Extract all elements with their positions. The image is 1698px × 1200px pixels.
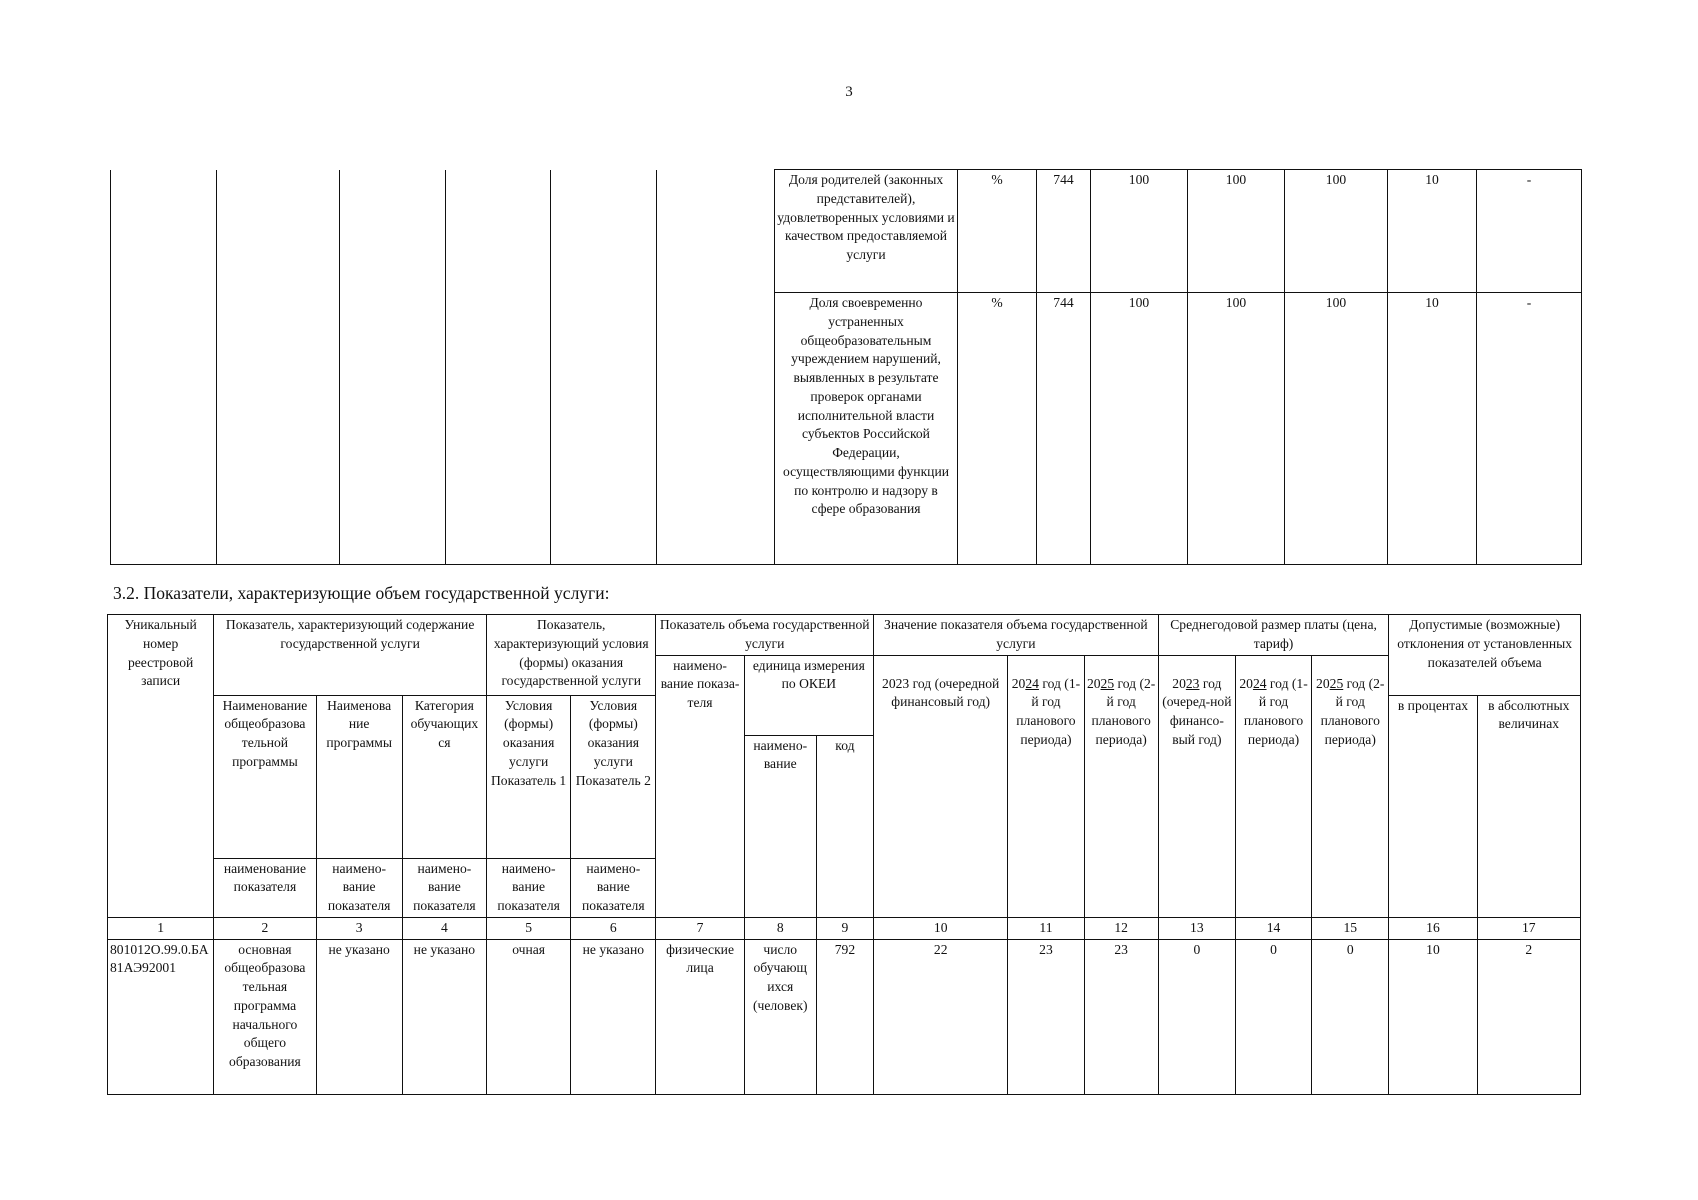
header-price-2023 <box>1158 655 1235 917</box>
header-indicator-name: наимено-вание показа-теля <box>656 655 744 917</box>
page-number: 3 <box>845 84 853 100</box>
volume-indicators-table <box>107 614 1581 1095</box>
program-name: основная общеобразова тельная программа начального общего образования <box>214 939 316 1095</box>
value-2023: 100 <box>1091 293 1188 565</box>
column-number-row <box>108 917 1581 939</box>
header-price-2025 <box>1312 655 1389 917</box>
header-indicator-name-1: наименование показателя <box>214 858 316 917</box>
deviation-percent: 10 <box>1388 170 1477 293</box>
empty-cell <box>446 170 551 565</box>
value-2023: 100 <box>1091 170 1188 293</box>
header-indicator-name-3: наимено-вание показателя <box>402 858 486 917</box>
value-2023: 22 <box>874 939 1008 1095</box>
header-price-2023-text: 2023 год (очеред-ной финансо-вый год) <box>1162 675 1232 747</box>
price-2023: 0 <box>1158 939 1235 1095</box>
header-content: Показатель, характеризующий содержание государственной услуги <box>214 615 487 696</box>
header-unique-number: Уникальный номер реестровой записи <box>108 615 214 918</box>
header-unit: единица измерения по ОКЕИ <box>744 655 873 735</box>
header-indicator-name-5: наимено-вание показателя <box>571 858 656 917</box>
header-2024-text: 2024 год (1-й год планового периода) <box>1011 675 1081 747</box>
empty-cell <box>657 170 775 565</box>
empty-cell <box>340 170 446 565</box>
section-title: 3.2. Показатели, характеризующие объем государственной услуги: <box>113 583 610 603</box>
condition-2: не указано <box>571 939 656 1095</box>
value-2025: 23 <box>1084 939 1158 1095</box>
header-value: Значение показателя объема государственной услуги <box>874 615 1159 656</box>
header-program-name: Наименование общеобразова тельной программы <box>214 695 316 858</box>
unit-code: 792 <box>816 939 873 1095</box>
price-2025: 0 <box>1312 939 1389 1095</box>
registry-number: 801012О.99.0.БА81АЭ92001 <box>108 939 214 1095</box>
unit-name: число обучающ ихся (человек) <box>744 939 816 1095</box>
unit-name: % <box>958 170 1037 293</box>
column-number: 4 <box>402 917 486 939</box>
value-2025: 100 <box>1285 293 1388 565</box>
column-number: 10 <box>874 917 1008 939</box>
header-price-2025-text: 2025 год (2-й год планового периода) <box>1316 675 1385 747</box>
quality-indicators-table <box>110 169 1582 565</box>
deviation-percent: 10 <box>1389 939 1477 1095</box>
column-number: 16 <box>1389 917 1477 939</box>
column-number: 17 <box>1477 917 1580 939</box>
header-2023 <box>874 655 1008 917</box>
deviation-percent: 10 <box>1388 293 1477 565</box>
column-number: 7 <box>656 917 744 939</box>
column-number: 11 <box>1008 917 1084 939</box>
indicator-name: физические лица <box>656 939 744 1095</box>
empty-cell <box>111 170 217 565</box>
column-number: 12 <box>1084 917 1158 939</box>
header-2025 <box>1084 655 1158 917</box>
column-number: 5 <box>487 917 571 939</box>
header-2025-text: 2025 год (2-й год планового периода) <box>1086 675 1156 747</box>
indicator-name: Доля родителей (законных представителей), удовлетворенных условиями и качеством предоставляемой услуги <box>775 170 958 293</box>
header-price-2024-text: 2024 год (1-й год планового периода) <box>1239 675 1308 747</box>
deviation-absolute: - <box>1477 293 1582 565</box>
column-number: 15 <box>1312 917 1389 939</box>
header-condition-2: Условия (формы) оказания услуги Показатель 2 <box>571 695 656 858</box>
program: не указано <box>316 939 402 1095</box>
header-program: Наименова ние программы <box>316 695 402 858</box>
empty-cell <box>551 170 657 565</box>
unit-code: 744 <box>1037 293 1091 565</box>
header-volume: Показатель объема государственной услуги <box>656 615 874 656</box>
header-conditions: Показатель, характеризующий условия (формы) оказания государственной услуги <box>487 615 656 696</box>
header-unit-name: наимено-вание <box>744 735 816 917</box>
column-number: 14 <box>1235 917 1311 939</box>
value-2024: 100 <box>1188 170 1285 293</box>
header-deviation-percent: в процентах <box>1389 695 1477 917</box>
value-2024: 100 <box>1188 293 1285 565</box>
column-number: 8 <box>744 917 816 939</box>
deviation-absolute: 2 <box>1477 939 1580 1095</box>
unit-code: 744 <box>1037 170 1091 293</box>
condition-1: очная <box>487 939 571 1095</box>
column-number: 13 <box>1158 917 1235 939</box>
header-2023-text: 2023 год (очередной финансовый год) <box>882 675 1000 710</box>
category: не указано <box>402 939 486 1095</box>
quality-row <box>111 170 1582 293</box>
header-indicator-name-4: наимено-вание показателя <box>487 858 571 917</box>
column-number: 3 <box>316 917 402 939</box>
indicator-name: Доля своевременно устраненных общеобразовательным учреждением нарушений, выявленных в результате проверок органами исполнительной власти субъектов Российской Федерации, осуществляющими функции по контролю и надзору в сфере образования <box>775 293 958 565</box>
column-number: 2 <box>214 917 316 939</box>
header-price: Среднегодовой размер платы (цена, тариф) <box>1158 615 1389 656</box>
header-category: Категория обучающих ся <box>402 695 486 858</box>
column-number: 9 <box>816 917 873 939</box>
header-condition-1: Условия (формы) оказания услуги Показатель 1 <box>487 695 571 858</box>
value-2025: 100 <box>1285 170 1388 293</box>
header-unit-code: код <box>816 735 873 917</box>
unit-name: % <box>958 293 1037 565</box>
deviation-absolute: - <box>1477 170 1582 293</box>
value-2024: 23 <box>1008 939 1084 1095</box>
header-2024 <box>1008 655 1084 917</box>
header-indicator-name-2: наимено-вание показателя <box>316 858 402 917</box>
table-row <box>108 939 1581 1095</box>
header-deviation-absolute: в абсолютных величинах <box>1477 695 1580 917</box>
header-price-2024 <box>1235 655 1311 917</box>
column-number: 6 <box>571 917 656 939</box>
empty-cell <box>217 170 340 565</box>
header-deviation: Допустимые (возможные) отклонения от установленных показателей объема <box>1389 615 1581 696</box>
column-number: 1 <box>108 917 214 939</box>
price-2024: 0 <box>1235 939 1311 1095</box>
header-row-1 <box>108 615 1581 656</box>
